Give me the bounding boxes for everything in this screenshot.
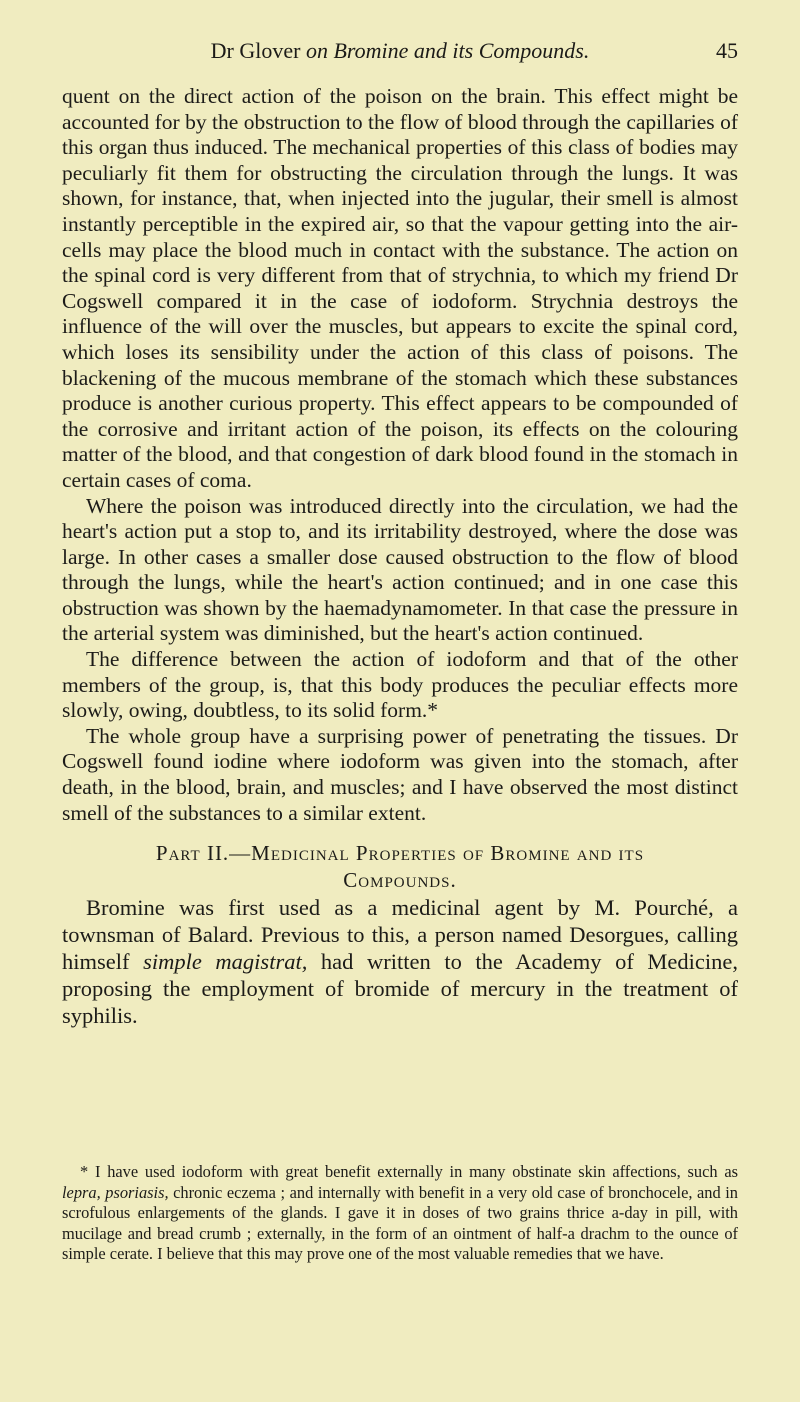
paragraph: The whole group have a surprising power of penetrating the tissues. Dr Cogswell found iodine where iodoform was given into the stomach, after death, in the blood, brain, and muscles; and I have observed the most distinct smell of the substances to a similar extent. (62, 723, 738, 825)
paragraph: The difference between the action of iodoform and that of the other members of the group, is, that this body produces the peculiar effects more slowly, owing, doubtless, to its solid form.* (62, 647, 738, 723)
running-title-on: on (305, 38, 328, 63)
paragraph-text: Bromine was first used as a medicinal agent by M. Pourché, a townsman of Balard. Previous to this, a person named Desorgues, calling himself (62, 895, 738, 975)
paragraph-italic: simple magistrat, (143, 949, 308, 975)
footnote (62, 1162, 738, 1265)
footnote-part: * I have used iodoform with great benefit externally in many obstinate skin affections, such as (80, 1162, 738, 1181)
footnote-italic: lepra, psoriasis, (62, 1182, 169, 1202)
section-heading-line: Compounds. (343, 868, 457, 893)
paragraph (62, 894, 738, 1029)
section-heading (62, 840, 738, 894)
paragraph-text: had written to the Academy of Medicine, proposing the employment of bromide of mercury in the treatment of syphilis. (62, 949, 738, 1029)
footnote-part: chronic eczema ; and internally with benefit in a very old case of bronchocele, and in scrofulous enlargements of the glands. I gave it in doses of two grains thrice a-day in pill, with mucilage and bread crumb ; externally, in the form of an ointment of half-a drachm to the ounce of simple cerate. I believe that this may prove one of the most valuable remedies that we have. (62, 1182, 738, 1264)
paragraph: quent on the direct action of the poison on the brain. This effect might be accounted for by the obstruction to the flow of blood through the capillaries of this organ thus induced. The mechanical properties of this class of bodies may peculiarly fit them for obstructing the circulation through the lungs. It was shown, for instance, that, when injected into the jugular, their smell is almost instantly perceptible in the expired air, so that the vapour getting into the air-cells may place the blood much in contact with the substance. The action on the spinal cord is very different from that of strychnia, to which my friend Dr Cogswell compared it in the case of iodoform. Strychnia destroys the influence of the will over the muscles, but appears to excite the spinal cord, which loses its sensibility under the action of this class of poisons. The blackening of the mucous membrane of the stomach which these substances produce is another curious property. This effect appears to be compounded of the corrosive and irritant action of the poison, its effects on the colouring matter of the blood, and that congestion of dark blood found in the stomach in certain cases of coma. (62, 84, 738, 492)
running-title (62, 38, 738, 64)
body-text (62, 84, 738, 1029)
paragraph: Where the poison was introduced directly into the circulation, we had the heart's action put a stop to, and its irritability destroyed, where the dose was large. In other cases a smaller dose caused obstruction to the flow of blood through the lungs, while the heart's action continued; and in one case this obstruction was shown by the haemadynamometer. In that case the pressure in the arterial system was diminished, but the heart's action continued. (62, 493, 738, 646)
section-heading-line: Part II.—Medicinal Properties of Bromine and its (155, 841, 645, 866)
page-number: 45 (716, 38, 738, 63)
running-head (62, 38, 738, 68)
running-title-italic: Bromine and its Compounds. (333, 38, 590, 63)
footnote-text (62, 1162, 738, 1265)
running-title-author: Dr Glover (210, 38, 301, 63)
